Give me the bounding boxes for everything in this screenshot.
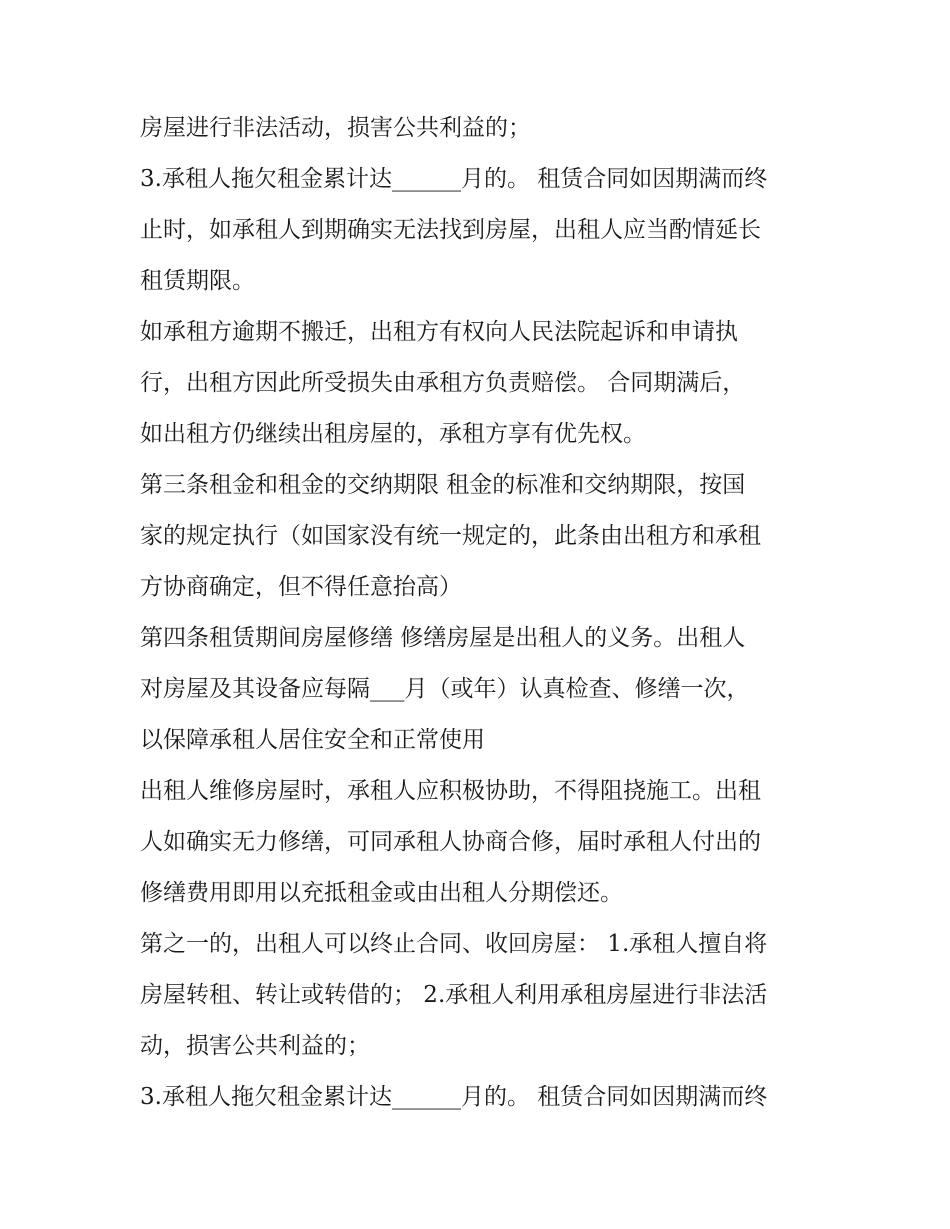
text-line: 行，出租方因此所受损失由承租方负责赔偿。 合同期满后， (140, 370, 746, 396)
text-line: 家的规定执行（如国家没有统一规定的，此条由出租方和承租 (140, 523, 761, 549)
document-body (140, 103, 820, 1123)
text-line: 房屋进行非法活动，损害公共利益的； (140, 115, 531, 141)
text-line: 第三条租金和租金的交纳期限 租金的标准和交纳期限，按国 (140, 472, 746, 498)
text-line: 3.承租人拖欠租金累计达______月的。 租赁合同如因期满而终 (140, 1084, 768, 1110)
text-line: 对房屋及其设备应每隔___月（或年）认真检查、修缮一次， (140, 676, 750, 702)
text-line: 如出租方仍继续出租房屋的，承租方享有优先权。 (140, 421, 646, 447)
text-line: 如承租方逾期不搬迁，出租方有权向人民法院起诉和申请执 (140, 319, 738, 345)
text-line: 方协商确定，但不得任意抬高） (140, 574, 462, 600)
text-line: 3.承租人拖欠租金累计达______月的。 租赁合同如因期满而终 (140, 166, 768, 192)
text-line: 第之一的，出租人可以终止合同、收回房屋： 1.承租人擅自将 (140, 931, 768, 957)
text-line: 动，损害公共利益的； (140, 1033, 370, 1059)
text-line: 第四条租赁期间房屋修缮 修缮房屋是出租人的义务。出租人 (140, 625, 746, 651)
text-line: 租赁期限。 (140, 268, 255, 294)
text-line: 以保障承租人居住安全和正常使用 (140, 727, 485, 753)
text-line: 止时，如承租人到期确实无法找到房屋，出租人应当酌情延长 (140, 217, 761, 243)
text-line: 修缮费用即用以充抵租金或由出租人分期偿还。 (140, 880, 623, 906)
text-line: 出租人维修房屋时，承租人应积极协助，不得阻挠施工。出租 (140, 778, 761, 804)
text-line: 房屋转租、转让或转借的； 2.承租人利用承租房屋进行非法活 (140, 982, 768, 1008)
text-line: 人如确实无力修缮，可同承租人协商合修，届时承租人付出的 (140, 829, 761, 855)
